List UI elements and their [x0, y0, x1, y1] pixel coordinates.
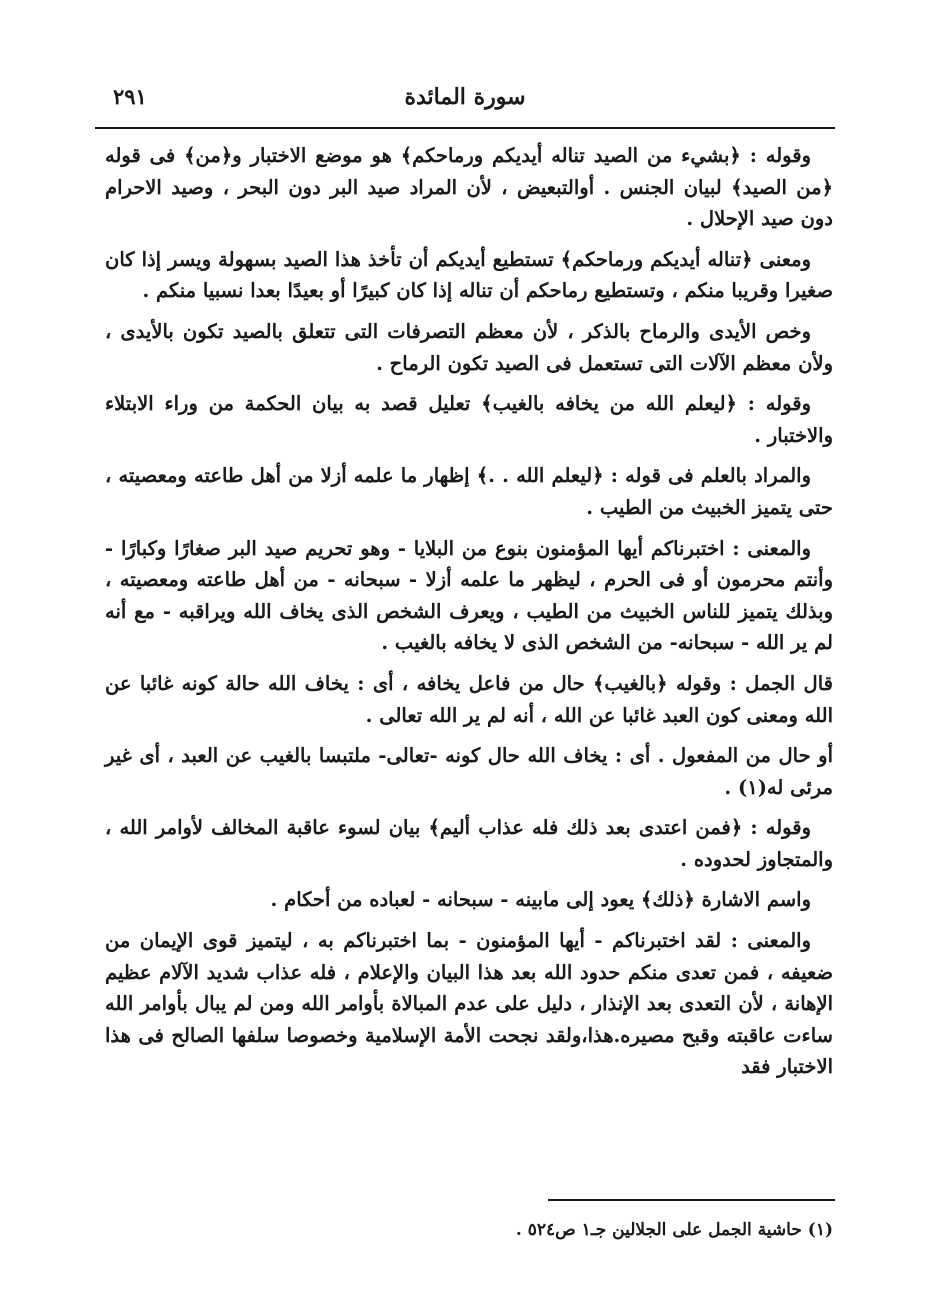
- paragraph-4: وقوله : ﴿ليعلم الله من يخافه بالغيب﴾ تعليل قصد به بيان الحكمة من وراء الابتلاء والاختبار .: [105, 392, 833, 447]
- footnote: (١) حاشية الجمل على الجلالين جـ١ ص٥٢٤ .: [515, 1220, 833, 1240]
- page-number: ٢٩١: [113, 84, 147, 109]
- footnote-divider: [548, 1199, 835, 1201]
- surah-title: سورة المائدة: [404, 84, 526, 110]
- paragraph-8: أو حال من المفعول . أى : يخاف الله حال كونه -تعالى- ملتبسا بالغيب عن العبد ، أى غير مرئى له(١) .: [105, 744, 833, 799]
- paragraph-7: قال الجمل : وقوله ﴿بالغيب﴾ حال من فاعل يخافه ، أى : يخاف الله حالة كونه غائبا عن الله ومعنى كون العبد غائبا عن الله ، أنه لم ير الله تعالى .: [105, 671, 833, 727]
- paragraph-9: وقوله : ﴿فمن اعتدى بعد ذلك فله عذاب أليم﴾ بيان لسوء عاقبة المخالف لأوامر الله ، والمتجاوز لحدوده .: [105, 816, 833, 871]
- paragraph-1: وقوله : ﴿بشيء من الصيد تناله أيديكم ورماحكم﴾ هو موضع الاختبار و﴿من﴾ فى قوله ﴿من الصيد﴾ لبيان الجنس . أوالتبعيض ، لأن المراد صيد البر دون البحر ، وصيد الاحرام دون صيد الإحلال .: [105, 144, 833, 231]
- paragraph-11: والمعنى : لقد اختبرناكم - أيها المؤمنون - بما اختبرناكم به ، ليتميز قوى الإيمان من ضعيفه ، فمن تعدى منكم حدود الله بعد هذا البيان والإعلام ، فله عذاب شديد الآلام عظيم الإهانة ، لأن التعدى بعد الإنذار ، دليل على عدم المبالاة بأوامر الله ومن لم يبال بأوامر الله ساءت عاقبته وقبح مصيره.هذا،ولقد نجحت الأمة الإسلامية وخصوصا سلفها الصالح فى هذا الاختبار فقد: [105, 929, 833, 1079]
- body-text: [105, 140, 833, 1092]
- paragraph-2: ومعنى ﴿تناله أيديكم ورماحكم﴾ تستطيع أيديكم أن تأخذ هذا الصيد بسهولة ويسر إذا كان صغيرا وقريبا منكم ، وتستطيع رماحكم أن تناله إذا كان كبيرًا أو بعيدًا بعدا نسبيا منكم .: [105, 247, 833, 303]
- header-divider: [95, 127, 835, 129]
- page-header: [95, 84, 835, 118]
- paragraph-5: والمراد بالعلم فى قوله : ﴿ليعلم الله . .﴾ إظهار ما علمه أزلا من أهل طاعته ومعصيته ، حتى يتميز الخبيث من الطيب .: [105, 464, 833, 519]
- paragraph-3: وخص الأيدى والرماح بالذكر ، لأن معظم التصرفات التى تتعلق بالصيد تكون بالأيدى ، ولأن معظم الآلات التى تستعمل فى الصيد تكون الرماح .: [105, 319, 833, 375]
- paragraph-10: واسم الاشارة ﴿ذلك﴾ يعود إلى مابينه - سبحانه - لعباده من أحكام .: [270, 888, 811, 912]
- paragraph-6: والمعنى : اختبرناكم أيها المؤمنون بنوع من البلايا - وهو تحريم صيد البر صغارًا وكبارًا - وأنتم محرمون أو فى الحرم ، ليظهر ما علمه أزلا - سبحانه - من أهل طاعته ومعصيته ، وبذلك يتميز للناس الخبيث من الطيب ، ويعرف الشخص الذى يخاف الله ويراقبه - مع أنه لم ير الله - سبحانه- من الشخص الذى لا يخافه بالغيب .: [105, 536, 833, 655]
